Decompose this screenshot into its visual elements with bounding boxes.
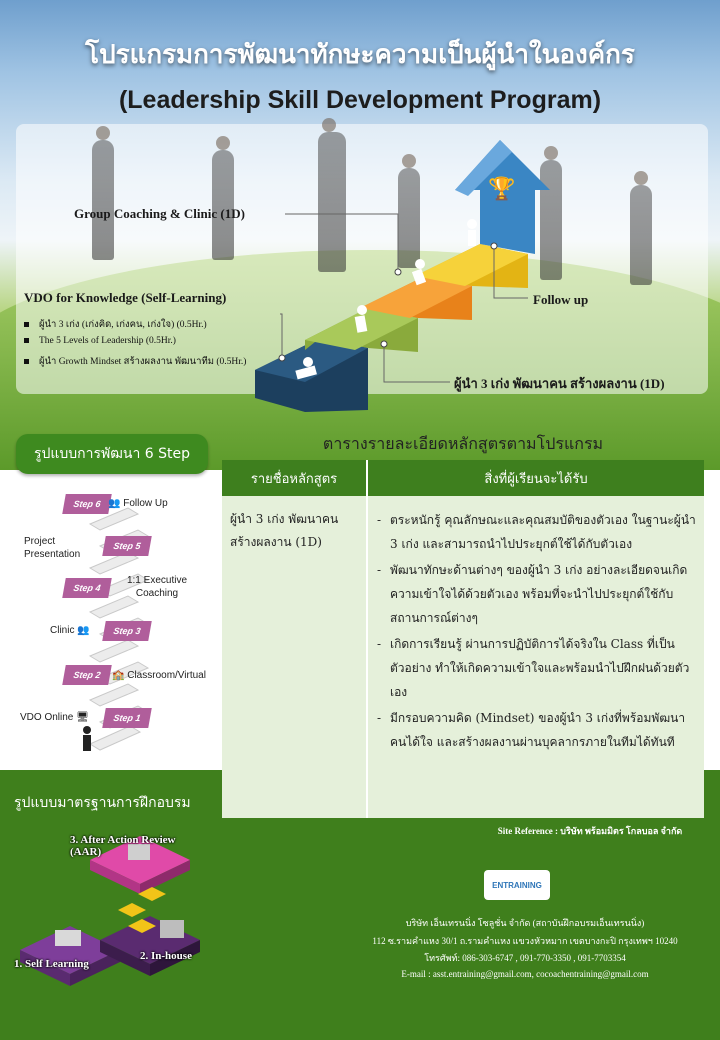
table-header-benefits: สิ่งที่ผู้เรียนจะได้รับ	[368, 460, 704, 496]
step-2-label: 🏫 Classroom/Virtual	[112, 670, 206, 681]
step-6-label: 👥 Follow Up	[108, 498, 168, 509]
climber-figure	[83, 726, 91, 751]
course-name-cell: ผู้นำ 3 เก่ง พัฒนาคน สร้างผลงาน (1D)	[230, 512, 339, 549]
leader-course-label: ผู้นำ 3 เก่ง พัฒนาคน สร้างผลงาน (1D)	[454, 376, 665, 391]
company-logo: ENTRAINING	[484, 870, 550, 900]
step-2-tag: Step 2	[62, 665, 112, 685]
benefit-item: - พัฒนาทักษะด้านต่างๆ ของผู้นำ 3 เก่ง อย่างละเอียดจนเกิดความเข้าใจได้ด้วยตัวเอง พร้อมที่จะนำไปประยุกต์ใช้กับสถานการณ์ต่างๆ	[374, 558, 696, 630]
page-title-thai: โปรแกรมการพัฒนาทักษะความเป็นผู้นำในองค์กร	[85, 40, 635, 70]
trophy-icon: 🏆	[488, 177, 516, 202]
benefits-cell	[374, 508, 696, 756]
standard-item-inhouse: 2. In-house	[140, 950, 192, 962]
benefit-item: - เกิดการเรียนรู้ ผ่านการปฏิบัติการได้จริงใน Class ที่เป็นตัวอย่าง ทำให้เกิดความเข้าใจและพร้อมนำไปฝึกฝนด้วยตัวเอง	[374, 632, 696, 704]
table-title: ตารางรายละเอียดหลักสูตรตามโปรแกรม	[322, 434, 604, 453]
follow-up-label: Follow up	[533, 292, 589, 307]
monitor-icon: 🖥	[73, 712, 89, 723]
step-3-label: Clinic 👥	[50, 625, 90, 636]
vdo-item: The 5 Levels of Leadership (0.5Hr.)	[24, 336, 176, 346]
vdo-item: ผู้นำ 3 เก่ง (เก่งคิด, เก่งคน, เก่งใจ) (0.5Hr.)	[24, 317, 207, 332]
step-1-label: VDO Online 🖥	[20, 712, 89, 723]
group-coaching-label: Group Coaching & Clinic (1D)	[74, 206, 245, 221]
column-divider	[366, 460, 368, 818]
vdo-title-label: VDO for Knowledge (Self-Learning)	[24, 290, 227, 305]
classroom-icon: 🏫	[112, 670, 128, 681]
course-table	[222, 460, 704, 818]
step-5-tag: Step 5	[102, 536, 152, 556]
company-name: บริษัท เอ็นเทรนนิ่ง โซลูชั่น จำกัด (สถาบันฝึกอบรมเอ็นเทรนนิ่ง)	[405, 918, 645, 928]
standards-title: รูปแบบมาตรฐานการฝึกอบรม	[14, 795, 191, 811]
site-reference: Site Reference : บริษัท พร้อมมิตร โกลบอล จำกัด	[497, 826, 683, 836]
standard-item-self-learning: 1. Self Learning	[14, 958, 89, 970]
step-4-label: 1:1 Executive Coaching	[126, 575, 188, 599]
benefit-item: - มีกรอบความคิด (Mindset) ของผู้นำ 3 เก่งที่พร้อมพัฒนาคนได้ใจ และสร้างผลงานผ่านบุคลากรภายในทีมได้ทันที	[374, 706, 696, 754]
company-address: 112 ซ.รามคำแหง 30/1 ถ.รามคำแหง แขวงหัวหมาก เขตบางกะปิ กรุงเทพฯ 10240	[372, 936, 678, 946]
group-icon: 👥	[74, 625, 90, 636]
company-email: E-mail : asst.entraining@gmail.com, cocoachentraining@gmail.com	[401, 969, 649, 979]
company-phone: โทรศัพท์: 086-303-6747 , 091-770-3350 , 091-7703354	[424, 953, 626, 963]
step-4-tag: Step 4	[62, 578, 112, 598]
benefit-item: - ตระหนักรู้ คุณลักษณะและคุณสมบัติของตัวเอง ในฐานะผู้นำ 3 เก่ง และสามารถนำไปประยุกต์ใช้ได้กับตัวเอง	[374, 508, 696, 556]
six-step-title: รูปแบบการพัฒนา 6 Step	[16, 434, 208, 474]
people-icon: 👥	[108, 498, 124, 509]
step-3-tag: Step 3	[102, 621, 152, 641]
step-6-tag: Step 6	[62, 494, 112, 514]
page-title-english: (Leadership Skill Development Program)	[118, 86, 602, 114]
step-5-label: Project Presentation	[24, 536, 81, 560]
standard-item-aar: 3. After Action Review (AAR)	[70, 834, 176, 858]
vdo-item: ผู้นำ Growth Mindset สร้างผลงาน พัฒนาทีม (0.5Hr.)	[24, 354, 246, 369]
step-1-tag: Step 1	[102, 708, 152, 728]
table-header-course: รายชื่อหลักสูตร	[222, 460, 366, 496]
